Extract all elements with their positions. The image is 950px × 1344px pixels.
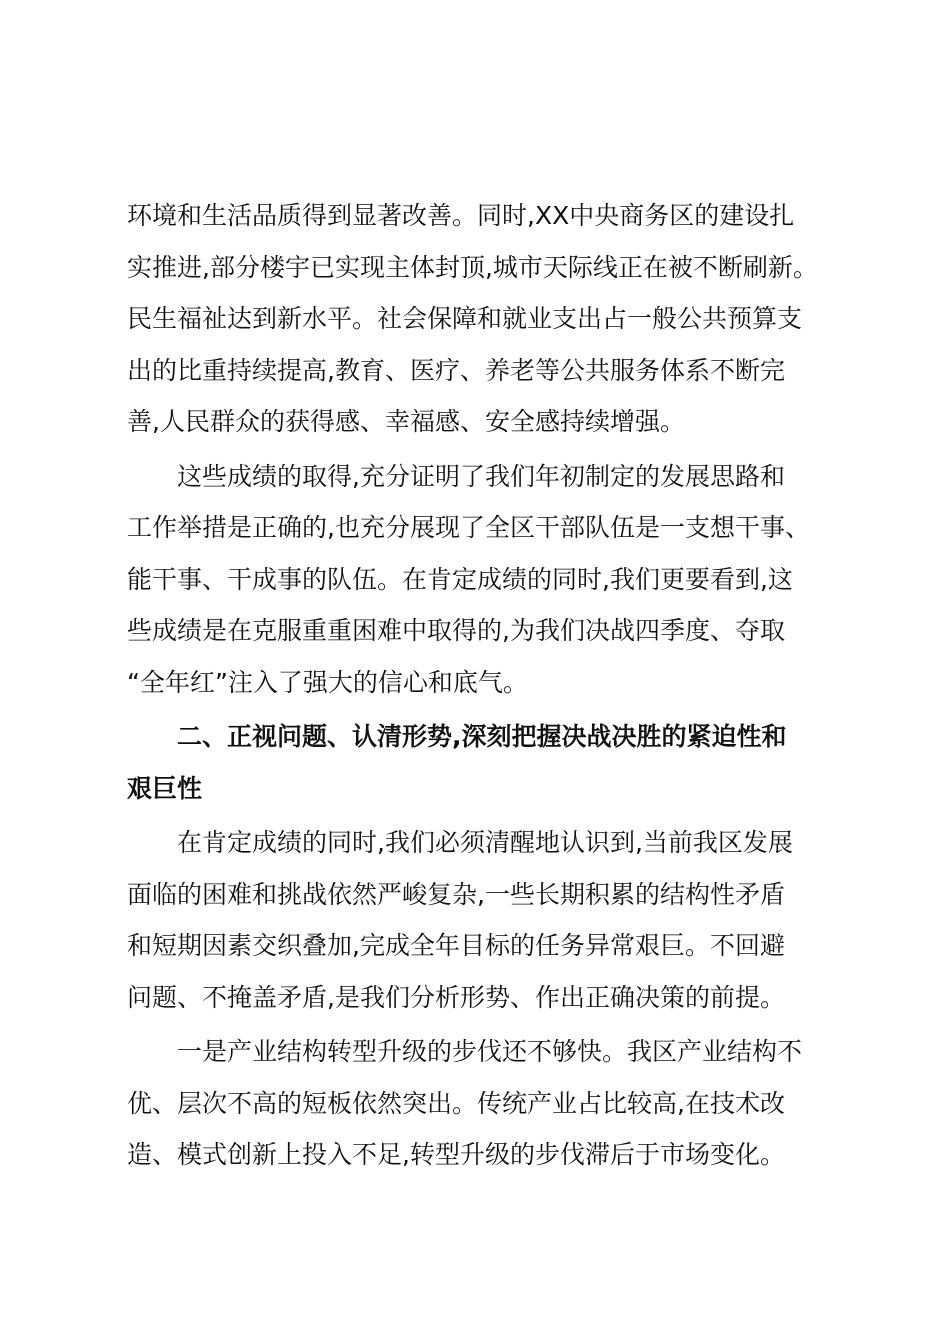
- heading-line: 二、正视问题、认清形势,深刻把握决战决胜的紧迫性和: [177, 722, 787, 751]
- text-line: 工作举措是正确的,也充分展现了全区干部队伍是一支想干事、: [127, 513, 810, 542]
- text-line: 这些成绩的取得,充分证明了我们年初制定的发展思路和: [177, 461, 785, 491]
- section-heading: [127, 711, 827, 814]
- text-line: 问题、不掩盖矛盾,是我们分析形势、作出正确决策的前提。: [127, 982, 785, 1012]
- text-line: “全年红”注入了强大的信心和底气。: [127, 667, 528, 697]
- document-body: [127, 190, 827, 1184]
- heading-line: 艰巨性: [127, 773, 203, 803]
- text-line: 和短期因素交织叠加,完成全年目标的任务异常艰巨。不回避: [127, 931, 785, 960]
- text-line: 善,人民群众的获得感、幸福感、安全感持续增强。: [127, 407, 685, 436]
- text-line: 民生福祉达到新水平。社会保障和就业支出占一般公共预算支: [127, 304, 803, 333]
- paragraph-continued: [127, 190, 827, 448]
- paragraph-industry: [127, 1026, 827, 1181]
- text-line: 出的比重持续提高,教育、医疗、养老等公共服务体系不断完: [127, 355, 785, 385]
- text-line: 在肯定成绩的同时,我们必须清醒地认识到,当前我区发展: [177, 828, 793, 857]
- text-line: 些成绩是在克服重重困难中取得的,为我们决战四季度、夺取: [127, 616, 785, 645]
- paragraph-achievements: [127, 451, 827, 709]
- text-line: 造、模式创新上投入不足,转型升级的步伐滞后于市场变化。: [127, 1140, 785, 1169]
- text-line: 环境和生活品质得到显著改善。同时,XX中央商务区的建设扎: [127, 201, 795, 230]
- text-line: 一是产业结构转型升级的步伐还不够快。我区产业结构不: [177, 1037, 803, 1066]
- text-line: 能干事、干成事的队伍。在肯定成绩的同时,我们更要看到,这: [127, 564, 793, 594]
- text-line: 优、层次不高的短板依然突出。传统产业占比较高,在技术改: [127, 1088, 785, 1118]
- text-line: 面临的困难和挑战依然严峻复杂,一些长期积累的结构性矛盾: [127, 879, 785, 909]
- paragraph-challenges: [127, 817, 827, 1023]
- text-line: 实推进,部分楼宇已实现主体封顶,城市天际线正在被不断刷新。: [127, 252, 818, 282]
